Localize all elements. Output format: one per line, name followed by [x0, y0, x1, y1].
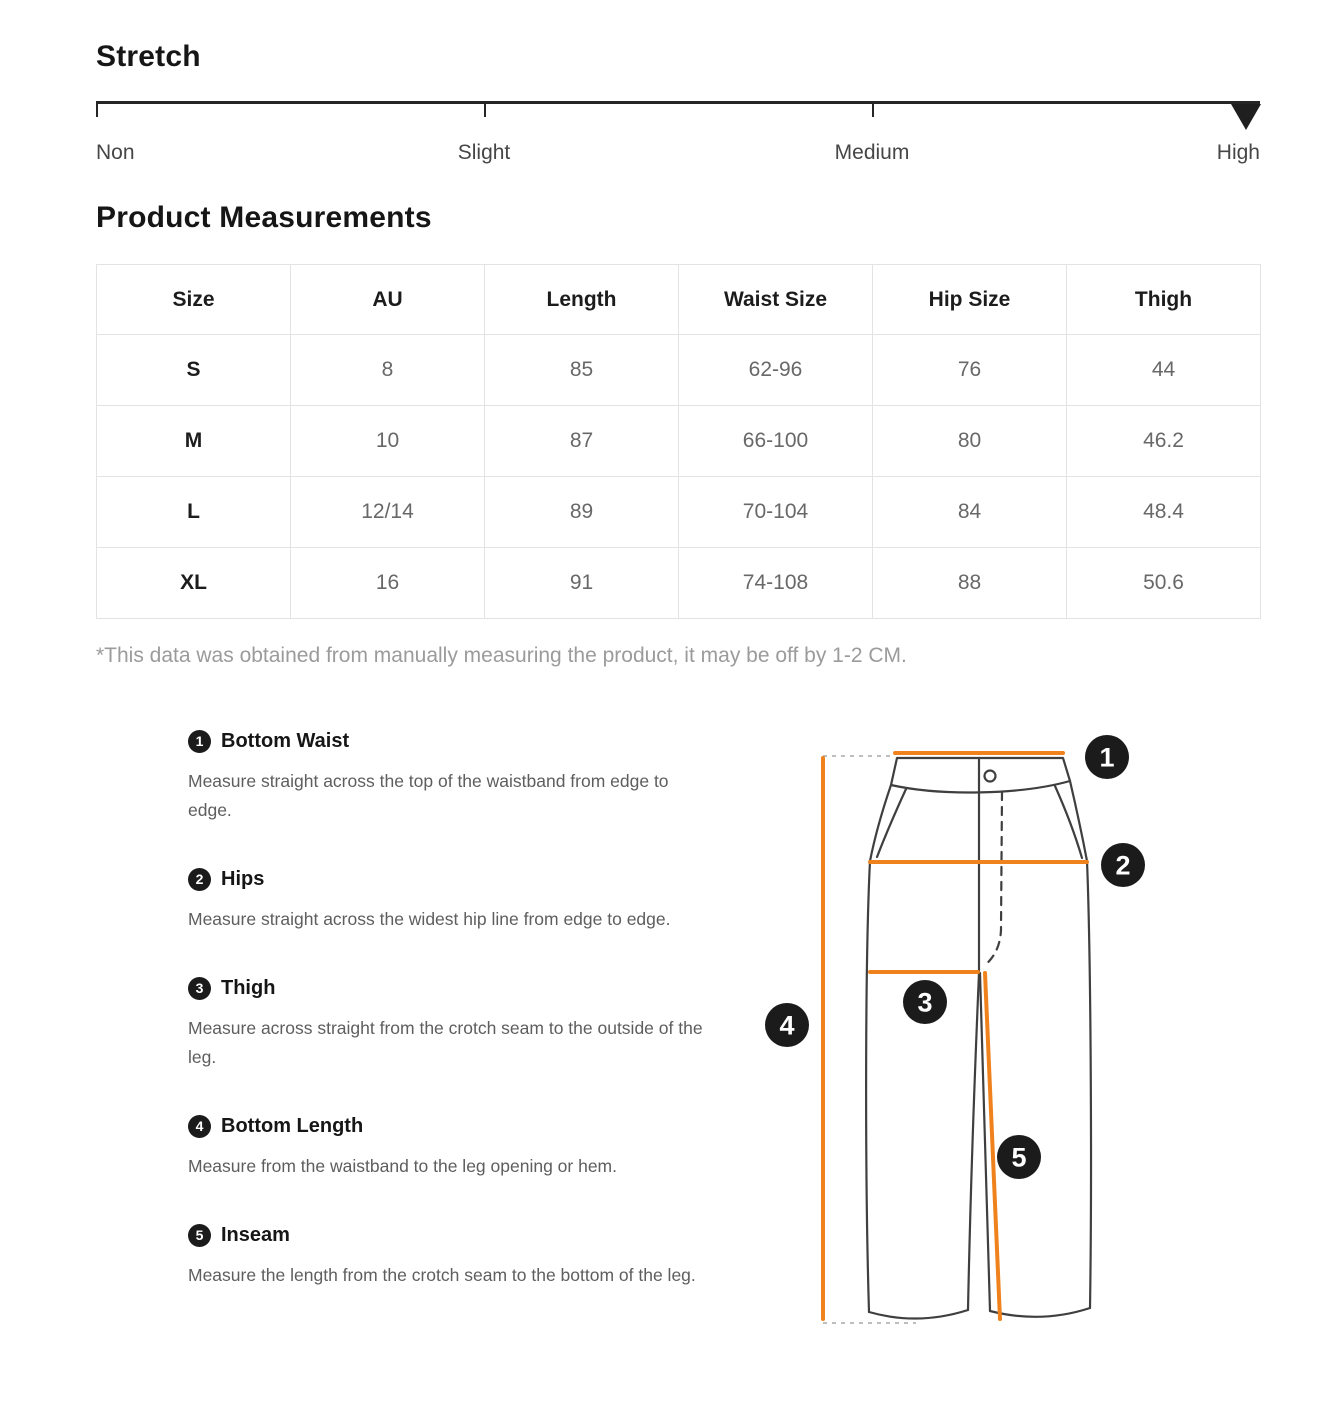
stretch-tick-non: [96, 104, 98, 117]
cell-size: L: [97, 477, 291, 548]
stretch-track: [96, 101, 1260, 104]
cell-au: 12/14: [291, 477, 485, 548]
measurement-disclaimer: *This data was obtained from manually measuring the product, it may be off by 1-2 CM.: [96, 644, 907, 667]
cell-hip: 76: [873, 335, 1067, 406]
cell-waist: 62-96: [679, 335, 873, 406]
guide-item-description: Measure from the waistband to the leg opening or hem.: [188, 1156, 617, 1176]
guide-item-title: Inseam: [221, 1223, 290, 1246]
table-header-row: [97, 265, 1261, 335]
pants-outline: [866, 758, 1091, 1319]
marker-5-number: 5: [1011, 1142, 1027, 1173]
guide-item-title: Thigh: [221, 976, 276, 999]
dashed-connector-lines: [823, 756, 916, 1323]
measurement-lines: [823, 753, 1087, 1319]
guide-item-description: Measure the length from the crotch seam to the bottom of the leg.: [188, 1265, 696, 1285]
guide-item-description: Measure straight across the top of the waistband from edge to edge.: [188, 771, 669, 820]
guide-item-title: Bottom Waist: [221, 729, 350, 752]
size-chart-table: [96, 264, 1261, 619]
measuring-guide-list: [188, 729, 710, 1332]
step-1-badge: 1: [188, 730, 211, 753]
cell-hip: 88: [873, 548, 1067, 619]
cell-length: 91: [485, 548, 679, 619]
guide-item-title: Bottom Length: [221, 1114, 364, 1137]
col-header-thigh: Thigh: [1067, 265, 1261, 335]
col-header-au: AU: [291, 265, 485, 335]
table-row: [97, 477, 1261, 548]
product-measurements-heading: Product Measurements: [96, 201, 432, 234]
cell-thigh: 50.6: [1067, 548, 1261, 619]
stretch-level-non: Non: [96, 141, 135, 164]
cell-hip: 80: [873, 406, 1067, 477]
stretch-level-medium: Medium: [834, 141, 910, 164]
guide-item-thigh: [188, 976, 710, 1072]
step-3-badge: 3: [188, 977, 211, 1000]
table-row: [97, 335, 1261, 406]
stretch-tick-medium: [872, 104, 874, 117]
cell-thigh: 44: [1067, 335, 1261, 406]
marker-1-number: 1: [1099, 742, 1115, 773]
cell-au: 16: [291, 548, 485, 619]
step-5-badge: 5: [188, 1224, 211, 1247]
cell-waist: 66-100: [679, 406, 873, 477]
stretch-heading: Stretch: [96, 40, 201, 73]
col-header-size: Size: [97, 265, 291, 335]
guide-item-inseam: [188, 1223, 710, 1290]
guide-title-row: [188, 976, 710, 1000]
guide-title-row: [188, 1114, 710, 1138]
guide-item-description: Measure straight across the widest hip line from edge to edge.: [188, 909, 671, 929]
table-row: [97, 406, 1261, 477]
guide-item-bottom-waist: [188, 729, 710, 825]
cell-waist: 74-108: [679, 548, 873, 619]
stretch-marker-icon: [1231, 104, 1261, 130]
col-header-hip-size: Hip Size: [873, 265, 1067, 335]
col-header-waist-size: Waist Size: [679, 265, 873, 335]
step-4-badge: 4: [188, 1115, 211, 1138]
marker-2-number: 2: [1115, 850, 1131, 881]
guide-item-description: Measure across straight from the crotch seam to the outside of the leg.: [188, 1018, 703, 1067]
measure-line-inseam: [985, 973, 1000, 1319]
cell-size: XL: [97, 548, 291, 619]
guide-title-row: [188, 867, 710, 891]
cell-length: 85: [485, 335, 679, 406]
cell-au: 10: [291, 406, 485, 477]
cell-size: M: [97, 406, 291, 477]
col-header-length: Length: [485, 265, 679, 335]
stretch-level-indicator: [96, 101, 1260, 171]
pants-measurement-diagram: [755, 733, 1165, 1358]
guide-item-title: Hips: [221, 867, 265, 890]
marker-4-number: 4: [779, 1010, 795, 1041]
cell-thigh: 46.2: [1067, 406, 1261, 477]
cell-hip: 84: [873, 477, 1067, 548]
guide-item-hips: [188, 867, 710, 934]
cell-au: 8: [291, 335, 485, 406]
guide-item-bottom-length: [188, 1114, 710, 1181]
guide-title-row: [188, 729, 710, 753]
step-2-badge: 2: [188, 868, 211, 891]
cell-waist: 70-104: [679, 477, 873, 548]
table-row: [97, 548, 1261, 619]
guide-title-row: [188, 1223, 710, 1247]
stretch-level-slight: Slight: [457, 141, 511, 164]
stretch-tick-slight: [484, 104, 486, 117]
cell-length: 89: [485, 477, 679, 548]
stretch-level-high: High: [1216, 141, 1260, 164]
cell-size: S: [97, 335, 291, 406]
button-icon: [985, 771, 996, 782]
cell-length: 87: [485, 406, 679, 477]
cell-thigh: 48.4: [1067, 477, 1261, 548]
marker-3-number: 3: [917, 987, 933, 1018]
